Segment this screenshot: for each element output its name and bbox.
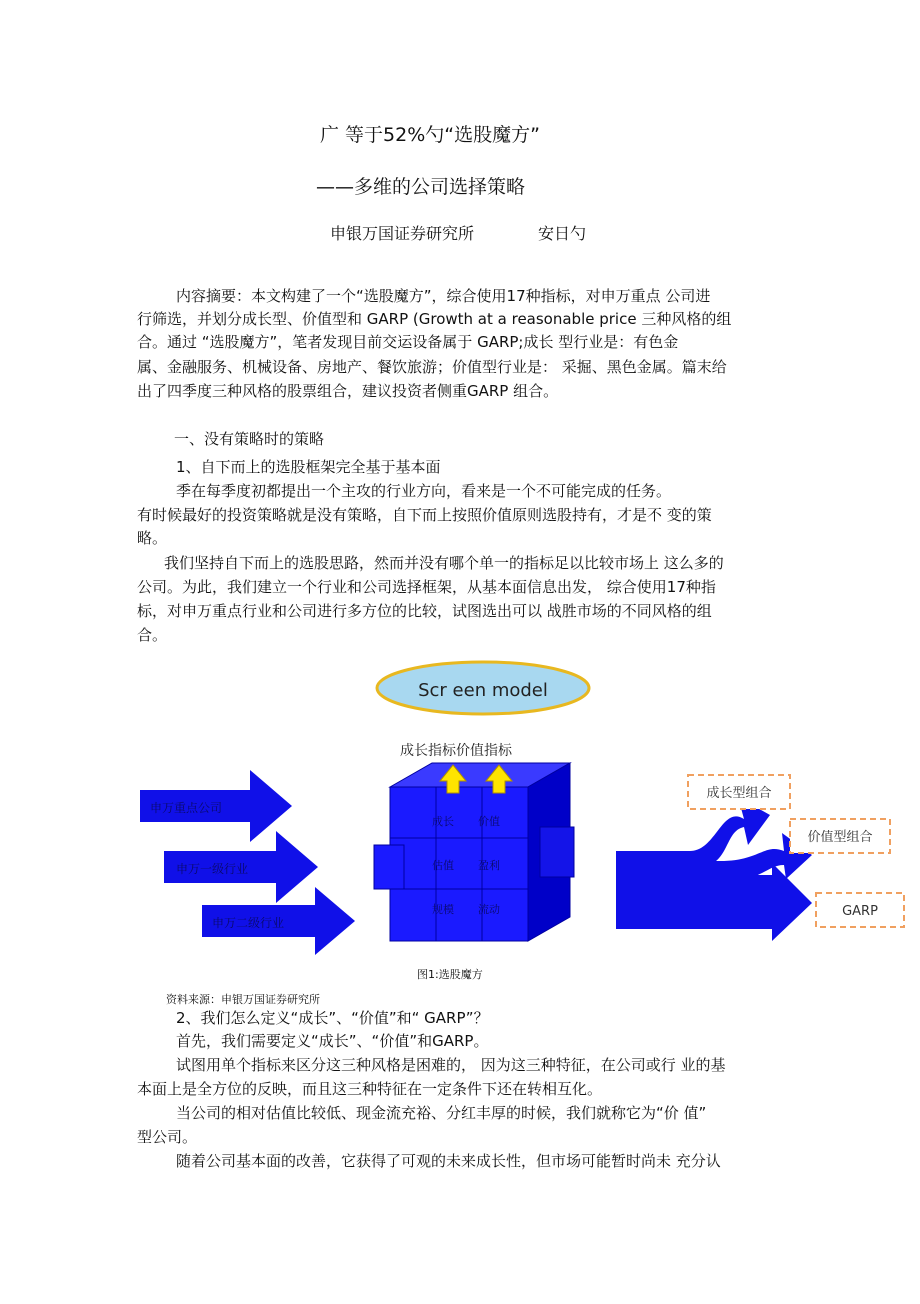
subsection-heading: 2、我们怎么定义“成长”、“价值”和“ GARP”？ [176,1009,489,1027]
body-line: 标，对申万重点行业和公司进行多方位的比较，试图选出可以 战胜市场的不同风格的组 [137,602,712,620]
abstract-line: 出了四季度三种风格的股票组合，建议投资者侧重GARP 组合。 [137,382,559,400]
cube-cell-label: 成长 [432,815,454,828]
figure-caption: 图1:选股魔方 [417,968,483,981]
indicator-label: 成长指标价值指标 [400,743,512,759]
page-title: 广 等于52%勺“选股魔方” [320,124,540,146]
body-line: 试图用单个指标来区分这三种风格是困难的， 因为这三种特征，在公司或行 业的基 [176,1056,726,1074]
page-subtitle: ——多维的公司选择策略 [316,176,526,198]
author-name: 安日勺 [538,224,587,243]
subsection-heading: 1、自下而上的选股框架完全基于基本面 [176,458,441,476]
abstract-line: 内容摘要：本文构建了一个“选股魔方”，综合使用17种指标，对申万重点 公司进 [176,287,711,305]
cube-cell-label: 盈利 [478,859,500,872]
cube-cell-label: 流动 [478,903,500,916]
cube-cell-label: 价值 [478,815,500,828]
output-box-label: GARP [842,904,878,919]
body-line: 略。 [137,529,168,547]
body-line: 随着公司基本面的改善，它获得了可观的未来成长性，但市场可能暂时尚未 充分认 [176,1152,721,1170]
input-arrow [164,831,318,903]
body-line: 季在每季度初都提出一个主攻的行业方向，看来是一个不可能完成的任务。 [176,482,672,500]
input-arrow [140,770,292,842]
section-heading: 一、没有策略时的策略 [174,430,325,448]
figure-source: 资料来源：申银万国证券研究所 [166,993,320,1006]
body-line: 合。 [137,626,168,644]
screen-model-diagram [0,655,920,985]
input-arrow-label: 申万一级行业 [176,862,249,876]
body-line: 本面上是全方位的反映，而且这三种特征在一定条件下还在转相互化。 [137,1080,603,1098]
abstract-line: 合。通过 “选股魔方”，笔者发现目前交运设备属于 GARP;成长 型行业是：有色金 [137,333,679,351]
input-arrow-label: 申万二级行业 [212,916,285,930]
body-line: 当公司的相对估值比较低、现金流充裕、分红丰厚的时候，我们就称它为“价 值” [176,1104,707,1122]
body-line: 型公司。 [137,1128,198,1146]
output-arrow [616,797,812,941]
cube-cell-label: 规模 [432,903,454,916]
screen-model-label: Scr een model [418,680,548,701]
body-line: 有时候最好的投资策略就是没有策略，自下而上按照价值原则选股持有，才是不 变的策 [137,506,712,524]
cube-cell-label: 估值 [432,859,454,872]
author-org: 申银万国证券研究所 [330,224,475,243]
input-arrow-label: 申万重点公司 [150,801,223,815]
body-line: 公司。为此，我们建立一个行业和公司选择框架，从基本面信息出发， 综合使用17种指 [137,578,716,596]
abstract-line: 行筛选，并划分成长型、价值型和 GARP (Growth at a reasonable price 三种风格的组 [137,310,732,328]
body-line: 首先，我们需要定义“成长”、“价值”和GARP。 [176,1032,489,1050]
abstract-line: 属、金融服务、机械设备、房地产、餐饮旅游；价值型行业是： 采掘、黑色金属。篇末给 [137,358,727,376]
body-line: 我们坚持自下而上的选股思路，然而并没有哪个单一的指标足以比较市场上 这么多的 [164,554,724,572]
stock-cube [374,763,574,941]
output-box-label: 价值型组合 [807,830,873,845]
output-box-label: 成长型组合 [706,786,772,801]
